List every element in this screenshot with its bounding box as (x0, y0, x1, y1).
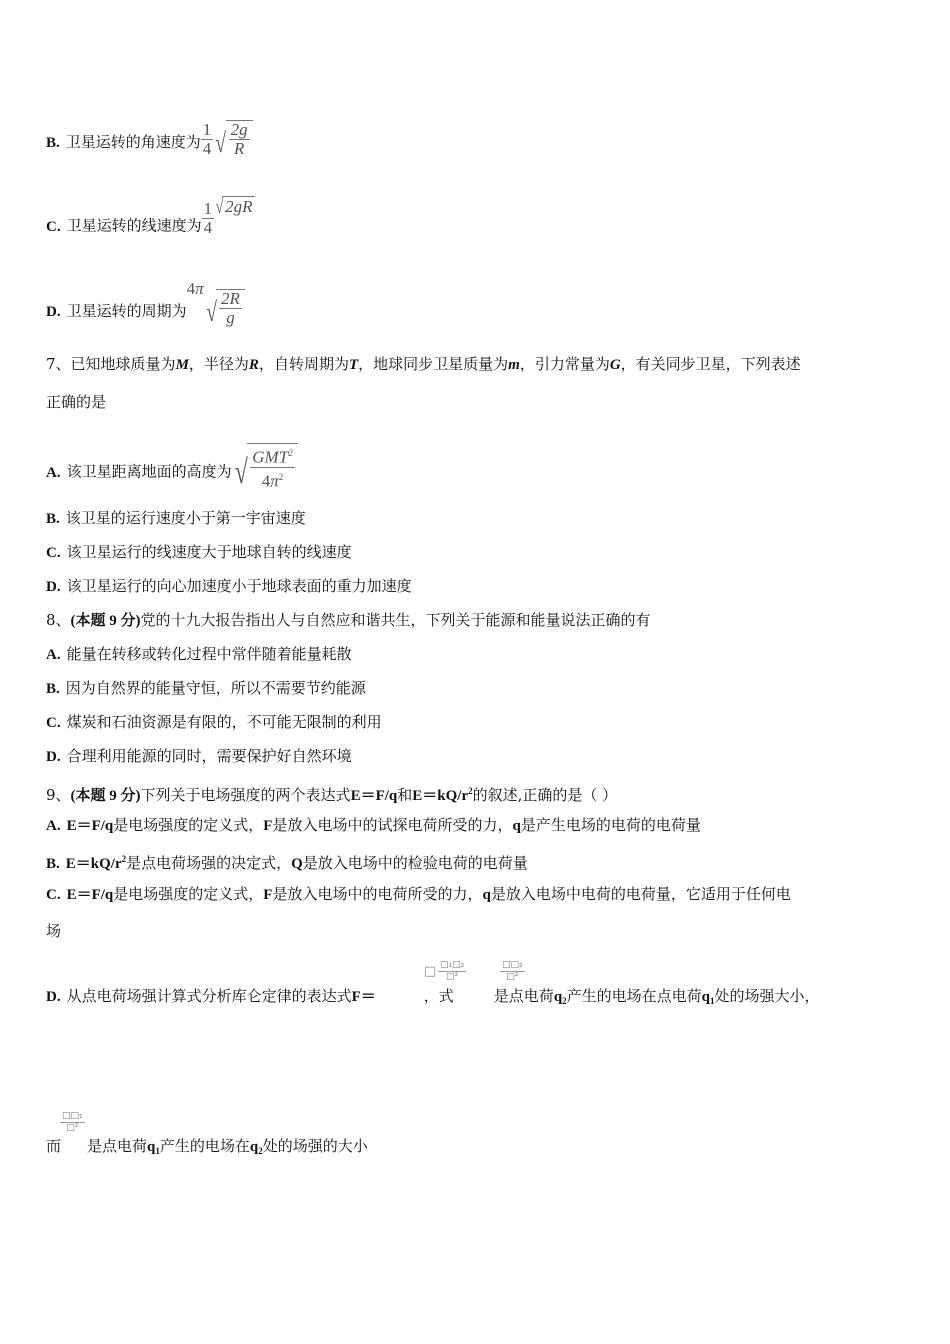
option-text: 是放入电场中的电荷所受的力， (272, 885, 483, 903)
q8-option-a (46, 644, 352, 665)
option-text: 卫星运转的线速度为 (66, 216, 202, 235)
option-label: B. (46, 856, 60, 872)
option-text: 该卫星的运行速度小于第一宇宙速度 (65, 509, 306, 527)
q9-stem (46, 781, 617, 806)
q6-option-c (46, 196, 255, 245)
option-label: D. (46, 304, 61, 320)
formula-field-q1-image (60, 1111, 85, 1134)
option-text: 是电场强度的定义式， (113, 816, 264, 834)
option-text: 该卫星运行的线速度大于地球自转的线速度 (66, 543, 352, 561)
var-M: M (175, 357, 189, 373)
exponent: 2 (121, 854, 127, 864)
question-score: (本题 9 分) (70, 613, 141, 629)
q7-stem-line1 (46, 354, 801, 375)
subscript: 2 (258, 1146, 263, 1156)
option-label: D. (46, 989, 61, 1005)
formula-e-kqr: E＝kQ/r (412, 788, 469, 804)
stem-text: ，自转周期为 (258, 355, 349, 373)
var-q: q (482, 887, 491, 903)
option-label: D. (46, 579, 61, 595)
formula-height: √ $\frac{GMT^2}{4\pi^2}$ (232, 443, 298, 490)
q9-option-d (46, 986, 820, 1008)
q7-option-b (46, 508, 306, 529)
q8-option-b (46, 678, 366, 699)
option-text: 卫星运转的角速度为 (65, 133, 201, 151)
stem-text: 的叙述,正确的是（ ） (472, 786, 618, 804)
formula: E＝F/q (66, 887, 114, 903)
formula-linear-velocity: $\frac{1}{4}$ √ 2gR (202, 200, 256, 237)
formula-denominator: □² (506, 972, 519, 982)
q6-option-b (46, 119, 253, 162)
option-text: 处的场强大小， (714, 987, 820, 1005)
q7-option-c (46, 542, 352, 563)
formula-period: 4π √ $\frac{2R}{g}$ (187, 289, 245, 327)
option-label: B. (46, 511, 60, 527)
subscript: 2 (562, 996, 567, 1006)
option-label: A. (46, 818, 61, 834)
stem-text: 和 (397, 786, 413, 804)
q9-option-c (46, 884, 791, 905)
var-q: q (553, 989, 563, 1005)
stem-text: 已知地球质量为 (70, 355, 176, 373)
stem-text: 下列关于电场强度的两个表达式 (140, 786, 351, 804)
option-text: 从点电荷场强计算式分析库仑定律的表达式 (66, 987, 352, 1005)
formula-denominator: □² (66, 1123, 79, 1133)
option-text: 而 (46, 1137, 62, 1155)
formula-denominator: □² (446, 972, 459, 982)
var-q: q (249, 1139, 259, 1155)
formula: E＝kQ/r (65, 856, 122, 872)
var-F: F (263, 887, 273, 903)
option-text: 能量在转移或转化过程中常伴随着能量耗散 (66, 645, 352, 663)
q9-option-c-line2: 场 (46, 922, 62, 940)
q8-option-d (46, 746, 352, 767)
option-label: C. (46, 715, 61, 731)
option-text: 是产生电场的电荷的电荷量 (520, 816, 701, 834)
q7-stem-line2: 正确的是 (46, 393, 107, 411)
formula-field-q2-image (500, 960, 525, 983)
option-text: 合理利用能源的同时，需要保护好自然环境 (66, 747, 352, 765)
option-text: 是点电荷 (493, 987, 554, 1005)
var-G: G (609, 357, 621, 373)
option-text: 产生的电场在点电荷 (566, 987, 702, 1005)
exponent: 2 (468, 786, 473, 796)
q9-option-d-line2 (46, 1136, 368, 1158)
subscript: 1 (155, 1146, 160, 1156)
option-text: 该卫星距离地面的高度为 (66, 462, 232, 481)
formula-numerator: □□₂ (502, 960, 523, 970)
option-label: B. (46, 681, 60, 697)
option-label: C. (46, 218, 61, 235)
question-number: 7、 (46, 355, 71, 373)
option-text: 煤炭和石油资源是有限的，不可能无限制的利用 (66, 713, 382, 731)
var-q: q (147, 1139, 156, 1155)
option-text: ，式 (423, 987, 454, 1005)
stem-text: ，半径为 (188, 355, 249, 373)
var-q: q (512, 818, 521, 834)
var-Q: Q (291, 856, 303, 872)
stem-text: ，引力常量为 (519, 355, 610, 373)
q9-option-b (46, 849, 528, 874)
missing-glyph-box: □ (424, 964, 437, 979)
option-text: 该卫星运行的向心加速度小于地球表面的重力加速度 (66, 577, 412, 595)
option-text: 是放入电场中电荷的电荷量，它适用于任何电 (490, 885, 791, 903)
option-text: 是点电荷 (87, 1137, 148, 1155)
option-label: A. (46, 464, 61, 481)
option-text: 是电场强度的定义式， (113, 885, 264, 903)
option-label: B. (46, 135, 60, 151)
var-F: F (263, 818, 273, 834)
question-number: 9、 (46, 786, 71, 804)
formula-e-fq: E＝F/q (350, 788, 398, 804)
subscript: 1 (710, 996, 715, 1006)
var-R: R (248, 357, 259, 373)
option-label: A. (46, 647, 61, 663)
q6-option-d (46, 279, 245, 331)
stem-text: ，有关同步卫星，下列表述 (620, 355, 801, 373)
var-m: m (508, 357, 520, 373)
q8-stem (46, 610, 651, 631)
formula-coulomb-image (438, 960, 466, 983)
q7-option-a (46, 449, 298, 496)
q9-option-a (46, 815, 701, 836)
option-text: 处的场强的大小 (262, 1137, 368, 1155)
option-label: D. (46, 749, 61, 765)
formula-numerator: □□₁ (62, 1111, 83, 1121)
option-text: 卫星运转的周期为 (66, 302, 187, 320)
option-text: 是点电荷场强的决定式， (126, 854, 292, 872)
stem-text: 党的十九大报告指出人与自然应和谐共生，下列关于能源和能量说法正确的有 (140, 611, 651, 629)
question-score: (本题 9 分) (70, 788, 141, 804)
option-label: C. (46, 887, 61, 903)
option-text: 是放入电场中的检验电荷的电荷量 (302, 854, 528, 872)
formula-numerator: □₁□₂ (440, 960, 465, 970)
q7-option-d (46, 576, 412, 597)
var-q: q (701, 989, 711, 1005)
question-number: 8、 (46, 611, 71, 629)
formula: E＝F/q (66, 818, 114, 834)
formula-angular-velocity: $\frac{1}{4}$ √ $\frac{2g}{R}$ (201, 120, 253, 158)
option-text: 因为自然界的能量守恒，所以不需要节约能源 (65, 679, 366, 697)
option-text: 是放入电场中的试探电荷所受的力， (272, 816, 513, 834)
option-text: 产生的电场在 (159, 1137, 250, 1155)
formula-f: F＝ (351, 989, 376, 1005)
var-T: T (348, 357, 359, 373)
q8-option-c (46, 712, 382, 733)
option-label: C. (46, 545, 61, 561)
stem-text: ，地球同步卫星质量为 (358, 355, 509, 373)
